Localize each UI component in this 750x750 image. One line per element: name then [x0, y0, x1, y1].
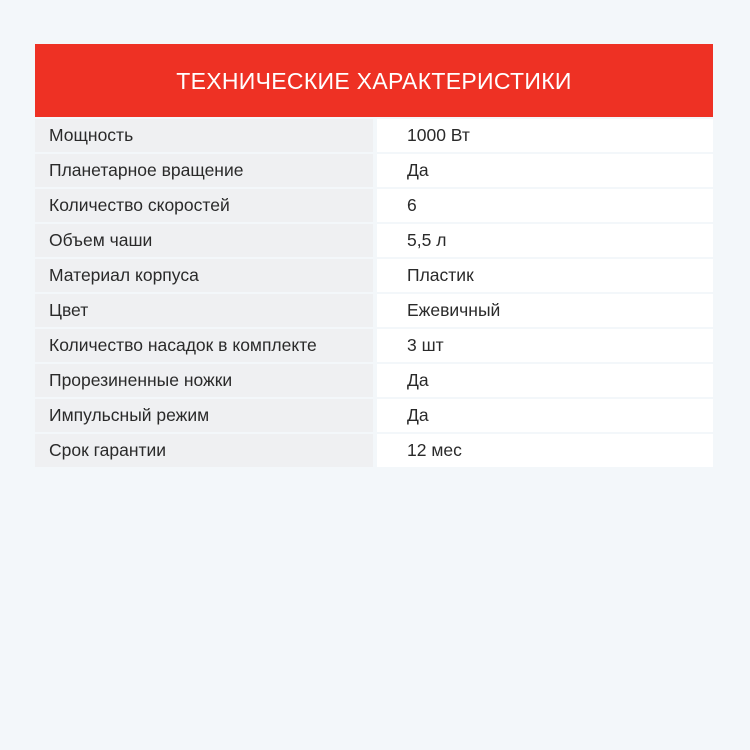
table-row	[35, 189, 713, 224]
spec-label: Материал корпуса	[35, 259, 377, 294]
spec-label: Срок гарантии	[35, 434, 377, 469]
spec-value: 3 шт	[377, 329, 713, 364]
spec-label: Цвет	[35, 294, 377, 329]
table-row	[35, 294, 713, 329]
table-row	[35, 154, 713, 189]
spec-value: 6	[377, 189, 713, 224]
spec-label: Импульсный режим	[35, 399, 377, 434]
spec-value: 12 мес	[377, 434, 713, 469]
table-row	[35, 224, 713, 259]
spec-value: Да	[377, 399, 713, 434]
spec-value: Ежевичный	[377, 294, 713, 329]
spec-label: Количество насадок в комплекте	[35, 329, 377, 364]
spec-label: Объем чаши	[35, 224, 377, 259]
spec-label: Количество скоростей	[35, 189, 377, 224]
spec-label: Планетарное вращение	[35, 154, 377, 189]
table-row	[35, 399, 713, 434]
spec-label: Мощность	[35, 119, 377, 154]
table-row	[35, 329, 713, 364]
spec-value: 1000 Вт	[377, 119, 713, 154]
spec-title: ТЕХНИЧЕСКИЕ ХАРАКТЕРИСТИКИ	[35, 44, 713, 117]
spec-value: Да	[377, 364, 713, 399]
spec-card	[35, 44, 713, 469]
table-row	[35, 364, 713, 399]
spec-table	[35, 119, 713, 469]
spec-value: 5,5 л	[377, 224, 713, 259]
spec-value: Да	[377, 154, 713, 189]
table-row	[35, 434, 713, 469]
spec-label: Прорезиненные ножки	[35, 364, 377, 399]
table-row	[35, 119, 713, 154]
spec-value: Пластик	[377, 259, 713, 294]
table-row	[35, 259, 713, 294]
